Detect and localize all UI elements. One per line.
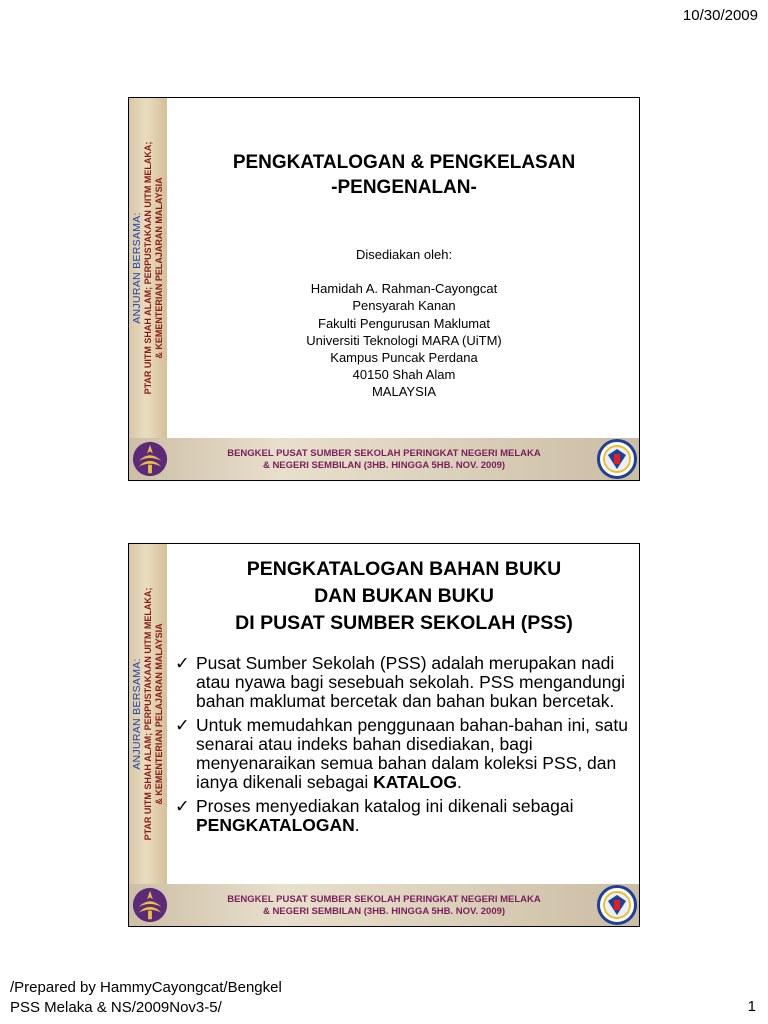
slide-1: [128, 97, 640, 481]
banner-text: [179, 448, 589, 472]
footer-line: PSS Melaka & NS/2009Nov3-5/: [10, 999, 222, 1016]
author-campus: Kampus Puncak Perdana: [330, 350, 478, 366]
bullet-punctuation: .: [457, 772, 462, 792]
author-country: MALAYSIA: [371, 384, 437, 400]
banner-text: [179, 894, 589, 918]
banner-line: BENGKEL PUSAT SUMBER SEKOLAH PERINGKAT NEGERI MELAKA: [227, 448, 541, 459]
slide-title: [169, 150, 639, 200]
slide-2: [128, 543, 640, 927]
author-faculty: Fakulti Pengurusan Maklumat: [318, 315, 490, 331]
banner-line: & NEGERI SEMBILAN (3HB. HINGGA 5HB. NOV. 2009): [262, 906, 506, 917]
side-line-organizers: ANJURAN BERSAMA:: [131, 212, 143, 324]
bullet-bold-term: KATALOG: [373, 772, 457, 792]
bottom-banner: [129, 438, 639, 480]
author-name: Hamidah A. Rahman-Cayongcat: [310, 281, 498, 297]
author-postcode: 40150 Shah Alam: [352, 367, 456, 383]
bullet-punctuation: .: [354, 815, 360, 835]
prepared-by-label: Disediakan oleh:: [355, 247, 453, 262]
bullet-text: Pusat Sumber Sekolah (PSS) adalah merupakan nadi atau nyawa bagi sesebuah sekolah. PSS mengandungi bahan maklumat bercetak dan bahan bukan bercetak.: [196, 653, 626, 711]
side-text: [131, 103, 165, 433]
page-date: 10/30/2009: [682, 7, 758, 24]
bullet-list: [175, 654, 629, 840]
title-line: DI PUSAT SUMBER SEKOLAH (PSS): [235, 612, 573, 634]
check-icon: ✓: [175, 796, 190, 816]
side-line-ministry: & KEMENTERIAN PELAJARAN MALAYSIA: [154, 623, 164, 805]
bullet-item: [175, 797, 629, 835]
side-line-libraries: PTAR UITM SHAH ALAM; PERPUSTAKAAN UITM MELAKA;: [143, 587, 153, 841]
uitm-logo: [131, 440, 169, 478]
bullet-item: [175, 716, 629, 792]
check-icon: ✓: [175, 653, 190, 673]
kpm-logo: [597, 439, 637, 479]
bullet-text: Proses menyediakan katalog ini dikenali sebagai: [196, 796, 574, 816]
bullet-text: Untuk memudahkan penggunaan bahan-bahan ini, satu senarai atau indeks bahan disediakan, bagi menyenaraikan semua bahan dalam koleksi PSS, dan ianya dikenali sebagai: [196, 715, 628, 792]
bullet-bold-term: PENGKATALOGAN: [196, 815, 355, 835]
title-line: PENGKATALOGAN & PENGKELASAN: [232, 152, 576, 173]
title-line: -PENGENALAN-: [331, 177, 477, 198]
kpm-logo: [597, 885, 637, 925]
author-university: Universiti Teknologi MARA (UiTM): [306, 332, 502, 348]
check-icon: ✓: [175, 715, 190, 735]
slide-title: [169, 556, 639, 637]
bullet-item: [175, 654, 629, 711]
bottom-banner: [129, 884, 639, 926]
side-text: [131, 549, 165, 879]
uitm-logo: [131, 886, 169, 924]
banner-line: & NEGERI SEMBILAN (3HB. HINGGA 5HB. NOV. 2009): [262, 460, 506, 471]
page-footer: [10, 978, 282, 1018]
title-line: DAN BUKAN BUKU: [314, 585, 494, 607]
side-line-organizers: ANJURAN BERSAMA:: [131, 658, 143, 770]
side-bar: [129, 544, 167, 884]
footer-line: /Prepared by HammyCayongcat/Bengkel: [10, 979, 282, 996]
page-number: 1: [747, 998, 756, 1015]
side-line-ministry: & KEMENTERIAN PELAJARAN MALAYSIA: [154, 177, 164, 359]
author-position: Pensyarah Kanan: [352, 298, 456, 314]
title-line: PENGKATALOGAN BAHAN BUKU: [246, 558, 562, 580]
side-line-libraries: PTAR UITM SHAH ALAM; PERPUSTAKAAN UITM MELAKA;: [143, 141, 153, 395]
side-bar: [129, 98, 167, 438]
banner-line: BENGKEL PUSAT SUMBER SEKOLAH PERINGKAT NEGERI MELAKA: [227, 894, 541, 905]
author-info: [169, 246, 639, 401]
